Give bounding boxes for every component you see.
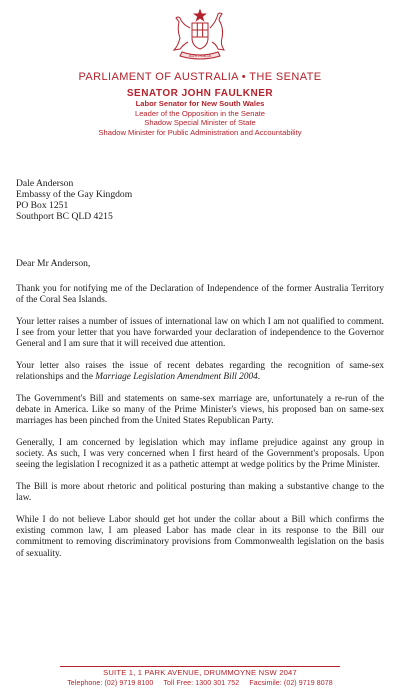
body-paragraph-recognition (16, 361, 384, 383)
body-paragraph: The Government's Bill and statements on same-sex marriage are, unfortunately a re-run of the debate in America. Like so many of the Prime Minister's views, his proposed ban on same-sex marriages has been pinched from the United States Republican Party. (16, 393, 384, 427)
salutation: Dear Mr Anderson, (16, 258, 91, 269)
footer-address: SUITE 1, 1 PARK AVENUE, DRUMMOYNE NSW 2047 (103, 668, 297, 677)
bill-title: Marriage Legislation Amendment Bill 2004 (95, 372, 258, 383)
recipient-line: Southport BC QLD 4215 (16, 211, 113, 222)
body-paragraph: While I do not believe Labor should get hot under the collar about a Bill which confirms the existing common law, I am pleased Labor has made clear in its response to the Bill our commitment to removing discriminatory provisions from Commonwealth legislation on the basis of sexuality. (16, 515, 384, 559)
senator-name: SENATOR JOHN FAULKNER (126, 88, 274, 99)
svg-text:AUSTRALIA: AUSTRALIA (188, 53, 212, 58)
senator-role: Shadow Minister for Public Administration and Accountability (98, 127, 302, 137)
body-paragraph: The Bill is more about rhetoric and political posturing than making a substantive change to the law. (16, 482, 384, 504)
paragraph-text: . (257, 372, 261, 383)
recipient-line: Dale Anderson (16, 178, 74, 189)
footer-telephone: Telephone: (02) 9719 8100 (67, 680, 154, 687)
senator-role: Labor Senator for New South Wales (135, 99, 265, 108)
footer-facsimile: Facsimile: (02) 9719 8078 (249, 680, 333, 687)
recipient-line: Embassy of the Gay Kingdom (16, 189, 133, 200)
senator-role: Leader of the Opposition in the Senate (134, 108, 266, 118)
footer-tollfree: Toll Free: 1300 301 752 (163, 680, 240, 687)
letter-body (16, 284, 384, 568)
body-paragraph: Thank you for notifying me of the Declaration of Independence of the former Australia Territory of the Coral Sea Islands. (16, 284, 384, 306)
footer-divider (60, 666, 340, 667)
body-paragraph: Generally, I am concerned by legislation which may inflame prejudice against any group in society. As such, I was very concerned when I first heard of the Government's proposals. Upon seeing the legislation I recognized it as a pathetic attempt at wedge politics by the Prime Minister. (16, 438, 384, 471)
senator-role: Shadow Special Minister of State (144, 118, 256, 127)
parliament-heading: PARLIAMENT OF AUSTRALIA • THE SENATE (78, 71, 322, 83)
coat-of-arms-emblem (168, 8, 232, 64)
footer-contacts (0, 680, 400, 687)
recipient-line: PO Box 1251 (16, 200, 69, 211)
body-paragraph: Your letter raises a number of issues of international law on which I am not qualified to comment. I see from your letter that you have forwarded your declaration of independence to the Governor General and I am sure that it will received due attention. (16, 316, 384, 350)
paragraph-text: Your letter also raises the issue of recent debates regarding the recognition of same-sex relationships and the (16, 361, 384, 383)
recipient-address (16, 178, 132, 222)
letterhead (0, 68, 400, 137)
